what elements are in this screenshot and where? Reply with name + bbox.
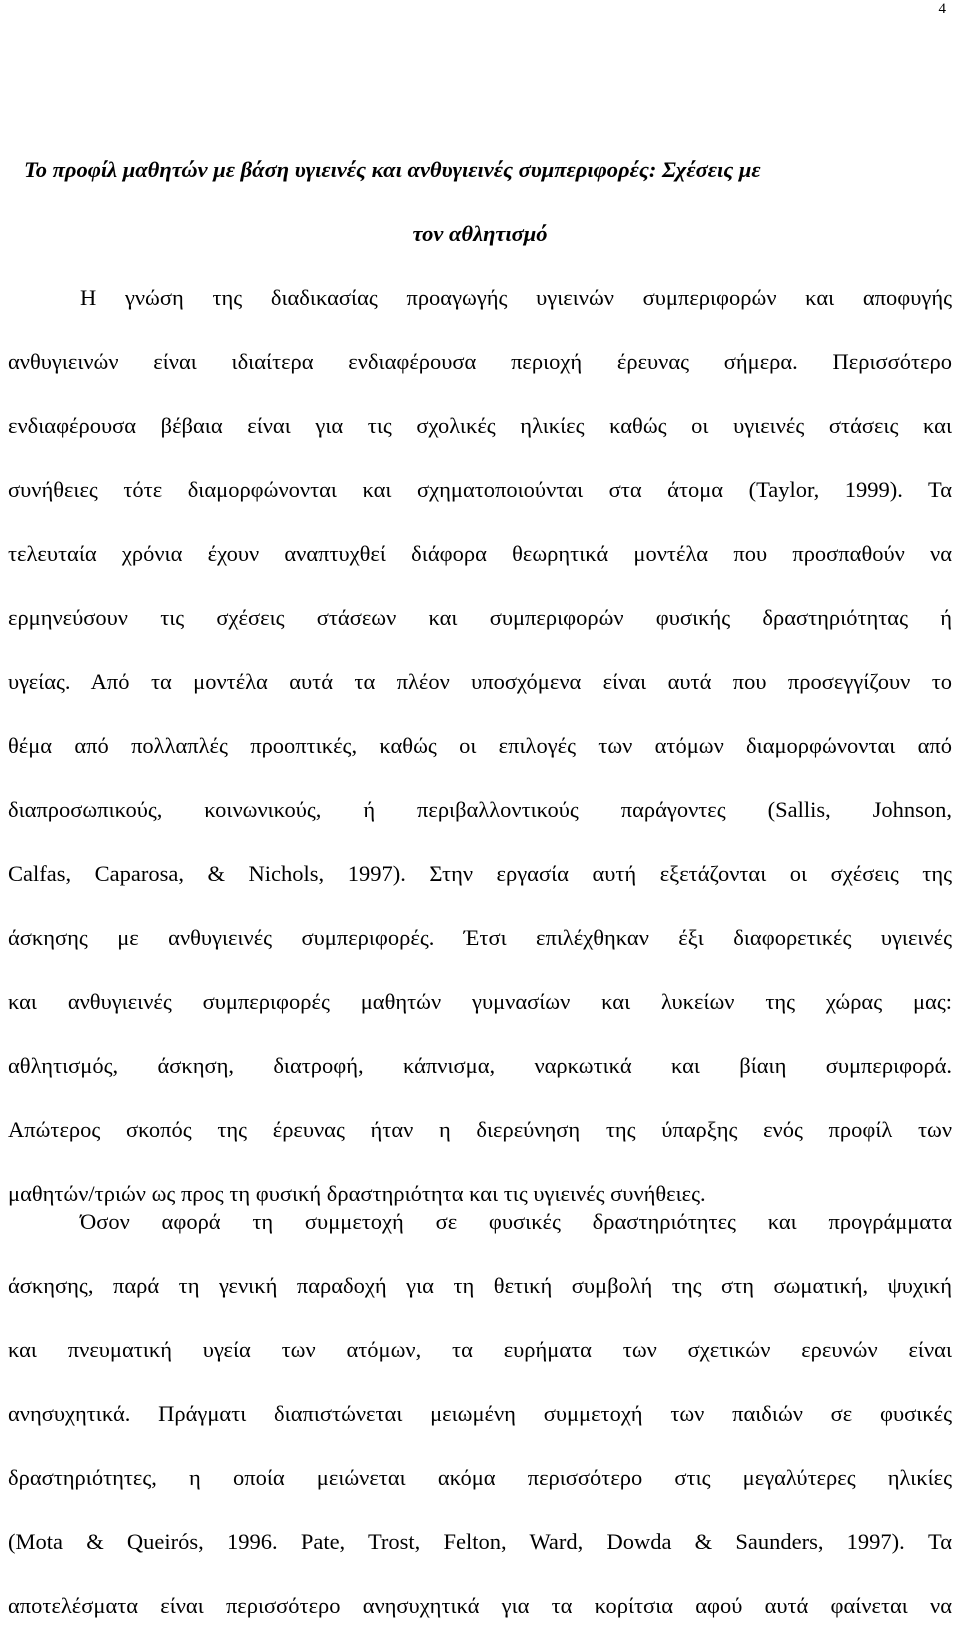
paragraph-line: και ανθυγιεινές συμπεριφορές μαθητών γυμνασίων και λυκείων της χώρας μας: [8,989,952,1014]
paragraph-line: συνήθειες τότε διαμορφώνονται και σχηματοποιούνται στα άτομα (Taylor, 1999). Τα [8,477,952,502]
paragraph-line: δραστηριότητες, η οποία μειώνεται ακόμα περισσότερο στις μεγαλύτερες ηλικίες [8,1465,952,1490]
paragraph-line: άσκησης, παρά τη γενική παραδοχή για τη θετική συμβολή της στη σωματική, ψυχική [8,1273,952,1298]
paragraph-line: Απώτερος σκοπός της έρευνας ήταν η διερεύνηση της ύπαρξης ενός προφίλ των [8,1117,952,1142]
paragraph-line: αποτελέσματα είναι περισσότερο ανησυχητικά για τα κορίτσια αφού αυτά φαίνεται να [8,1593,952,1618]
paragraph-line: Calfas, Caparosa, & Nichols, 1997). Στην εργασία αυτή εξετάζονται οι σχέσεις της [8,861,952,886]
paragraph-line: ανθυγιεινών είναι ιδιαίτερα ενδιαφέρουσα περιοχή έρευνας σήμερα. Περισσότερο [8,349,952,374]
paragraph [8,266,952,1226]
paragraph-line: (Mota & Queirós, 1996. Pate, Trost, Felton, Ward, Dowda & Saunders, 1997). Τα [8,1529,952,1554]
paragraph-line: ανησυχητικά. Πράγματι διαπιστώνεται μειωμένη συμμετοχή των παιδιών σε φυσικές [8,1401,952,1426]
paragraph-line: θέμα από πολλαπλές προοπτικές, καθώς οι επιλογές των ατόμων διαμορφώνονται από [8,733,952,758]
title-line: Το προφίλ μαθητών με βάση υγιεινές και ανθυγιεινές συμπεριφορές: Σχέσεις με [24,157,761,182]
paragraph-line: διαπροσωπικούς, κοινωνικούς, ή περιβαλλοντικούς παράγοντες (Sallis, Johnson, [8,797,952,822]
paragraph-line: και πνευματική υγεία των ατόμων, τα ευρήματα των σχετικών ερευνών είναι [8,1337,952,1362]
paragraph-line: υγείας. Από τα μοντέλα αυτά τα πλέον υποσχόμενα είναι αυτά που προσεγγίζουν το [8,669,952,694]
paragraph-line: αθλητισμός, άσκηση, διατροφή, κάπνισμα, ναρκωτικά και βίαιη συμπεριφορά. [8,1053,952,1078]
paragraph-line: Όσον αφορά τη συμμετοχή σε φυσικές δραστηριότητες και προγράμματα [80,1209,952,1234]
paragraph-line: Η γνώση της διαδικασίας προαγωγής υγιεινών συμπεριφορών και αποφυγής [80,285,952,310]
paragraph-line: μαθητών/τριών ως προς τη φυσική δραστηριότητα και τις υγιεινές συνήθειες. [8,1181,706,1206]
paragraph-line: άσκησης με ανθυγιεινές συμπεριφορές. Έτσι επιλέχθηκαν έξι διαφορετικές υγιεινές [8,925,952,950]
paragraph-line: ενδιαφέρουσα βέβαια είναι για τις σχολικές ηλικίες καθώς οι υγιεινές στάσεις και [8,413,952,438]
page-title [24,138,936,266]
title-line: τον αθλητισμό [412,221,548,246]
page-number: 4 [938,1,946,17]
paragraph-line: τελευταία χρόνια έχουν αναπτυχθεί διάφορα θεωρητικά μοντέλα που προσπαθούν να [8,541,952,566]
paragraph-line: ερμηνεύσουν τις σχέσεις στάσεων και συμπεριφορών φυσικής δραστηριότητας ή [8,605,952,630]
paragraph [8,1190,952,1638]
